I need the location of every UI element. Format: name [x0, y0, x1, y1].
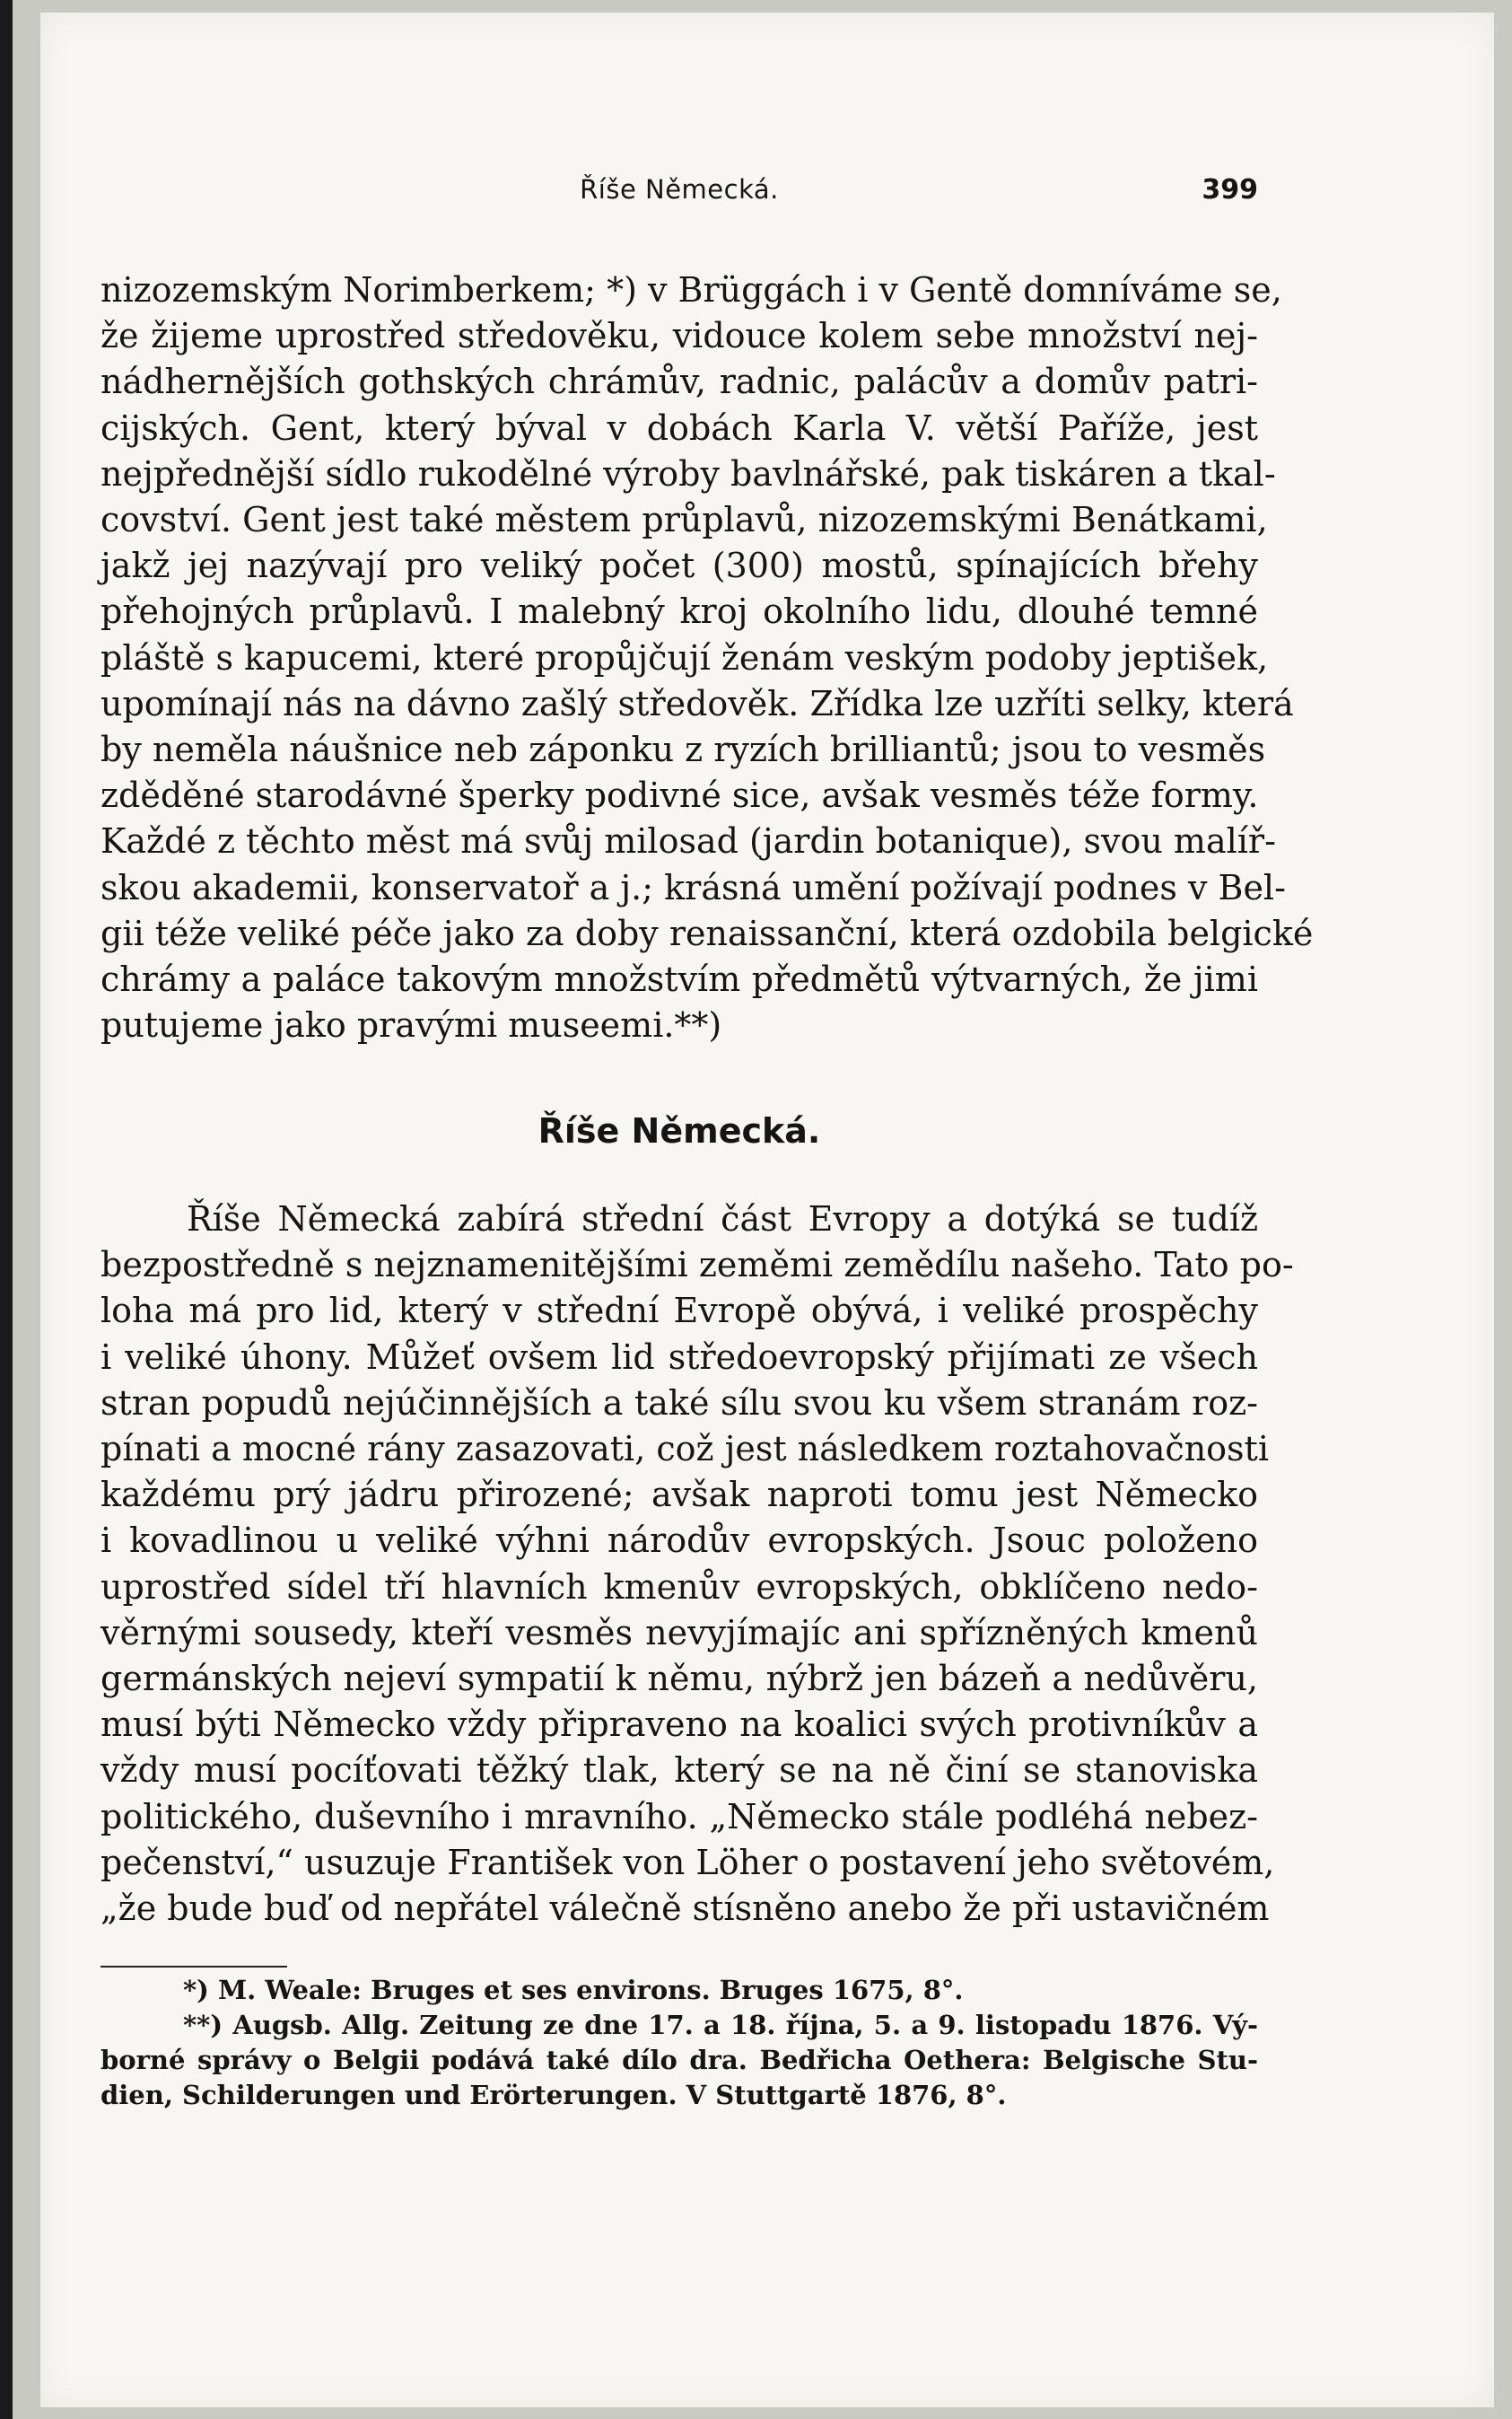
text-line: Říše Německá zabírá střední část Evropy a dotýká se tudíž	[187, 1199, 1258, 1239]
text-line: chrámy a paláce takovým množstvím předmětů výtvarných, že jimi	[101, 960, 1258, 1000]
footnote-2-cont: borné správy o Belgii podává také dílo dra. Bedřicha Oethera: Belgische Stu-	[101, 2045, 1258, 2075]
text-line: že žijeme uprostřed středověku, vidouce kolem sebe množství nej-	[101, 316, 1258, 356]
text-line: bezpostředně s nejznamenitějšími zeměmi zeměd͏ílu našeho. Tato po-	[101, 1245, 1294, 1285]
text-line: cijských. Gent, který býval v dobách Karla V. větší Paříže, jest	[101, 408, 1258, 448]
text-line: musí býti Německo vždy připraveno na koalici svých protivníkův a	[101, 1705, 1258, 1745]
running-title: Říše Německá.	[580, 174, 779, 205]
text-line: by neměla náušnice neb záponku z ryzích brilliantů; jsou to vesměs	[101, 730, 1266, 770]
text-line: putujeme jako pravými museemi.**)	[101, 1005, 722, 1046]
text-line: uprostřed sídel tří hlavních kmenův evropských, obklíčeno nedo-	[101, 1566, 1258, 1607]
footnote-1: *) M. Weale: Bruges et ses environs. Bruges 1675, 8°.	[183, 1975, 964, 2005]
text-line: skou akademii, konservatoř a j.; krásná umění požívají podnes v Bel-	[101, 867, 1286, 907]
paragraph-1	[101, 267, 1314, 1048]
section-heading: Říše Německá.	[538, 1111, 821, 1151]
paragraph-2	[101, 1196, 1294, 1932]
page-header	[101, 174, 1258, 219]
text-line: upomínají nás na dávno zašlý středověk. Zřídka lze uzříti selky, která	[101, 683, 1294, 723]
footnotes	[101, 1973, 1258, 2113]
page-number: 399	[1202, 174, 1258, 206]
text-line: nádhernějších gothských chrámův, radnic, palácův a domův patri-	[101, 362, 1258, 402]
text-line: zděděné starodávné šperky podivné sice, avšak vesměs téže formy.	[101, 776, 1259, 816]
text-line: pláště s kapucemi, které propůjčují ženám veským podoby jeptišek,	[101, 637, 1269, 678]
text-line: vždy musí pocíťovati těžký tlak, který se na ně činí se stanoviska	[101, 1750, 1258, 1791]
text-line: jakž jej nazývají pro veliký počet (300) mostů, spínajících břehy	[101, 546, 1258, 586]
text-line: stran popudů nejúčinnějších a také sílu svou ku všem stranám roz-	[101, 1382, 1258, 1423]
text-line: „že bude buď od nepřátel válečně stísněno anebo že při ustavičném	[101, 1889, 1270, 1929]
text-line: nizozemským Norimberkem; *) v Brüggách i v Gentě domníváme se,	[101, 270, 1282, 310]
text-line: loha má pro lid, který v střední Evropě obývá, i veliké prospěchy	[101, 1291, 1258, 1331]
text-line: i kovadlinou u veliké výhni národův evropských. Jsouc položeno	[101, 1521, 1258, 1561]
text-line: pečenství,“ usuzuje František von Löher o postavení jeho světovém,	[101, 1842, 1275, 1882]
text-line: germánských nejeví sympatií k němu, nýbrž jen bázeň a nedůvěru,	[101, 1659, 1258, 1699]
text-line: gii téže veliké péče jako za doby renaissanční, která ozdobila belgické	[101, 913, 1314, 953]
text-line: přehojných průplavů. I malebný kroj okolního lidu, dlouhé temné	[101, 592, 1258, 632]
footnote-2-end: dien, Schilderungen und Erörterungen. V Stuttgartě 1876, 8°.	[101, 2080, 1007, 2110]
text-line: každému prý jádru přirozené; avšak naproti tomu jest Německo	[101, 1475, 1258, 1515]
text-line: politického, duševního i mravního. „Německo stále podléhá nebez-	[101, 1796, 1258, 1836]
text-line: pínati a mocné rány zasazovati, což jest následkem roztahovačnosti	[101, 1429, 1269, 1469]
footnote-rule	[101, 1966, 287, 1968]
text-line: věrnými sousedy, kteří vesměs nevyjímajíc ani spřízněných kmenů	[101, 1612, 1258, 1652]
text-line: i veliké úhony. Můžeť ovšem lid středoevropský přijímati ze všech	[101, 1337, 1258, 1377]
footnote-2: **) Augsb. Allg. Zeitung ze dne 17. a 18. října, 5. a 9. listopadu 1876. Vý-	[183, 2010, 1258, 2040]
page-edge	[0, 0, 13, 2419]
text-line: nejpřednější sídlo rukodělné výroby bavlnářské, pak tiskáren a tkal-	[101, 453, 1276, 494]
text-line: Každé z těchto měst má svůj milosad (jardin botanique), svou malíř-	[101, 821, 1276, 862]
text-line: covství. Gent jest také městem průplavů, nizozemskými Benátkami,	[101, 500, 1268, 540]
